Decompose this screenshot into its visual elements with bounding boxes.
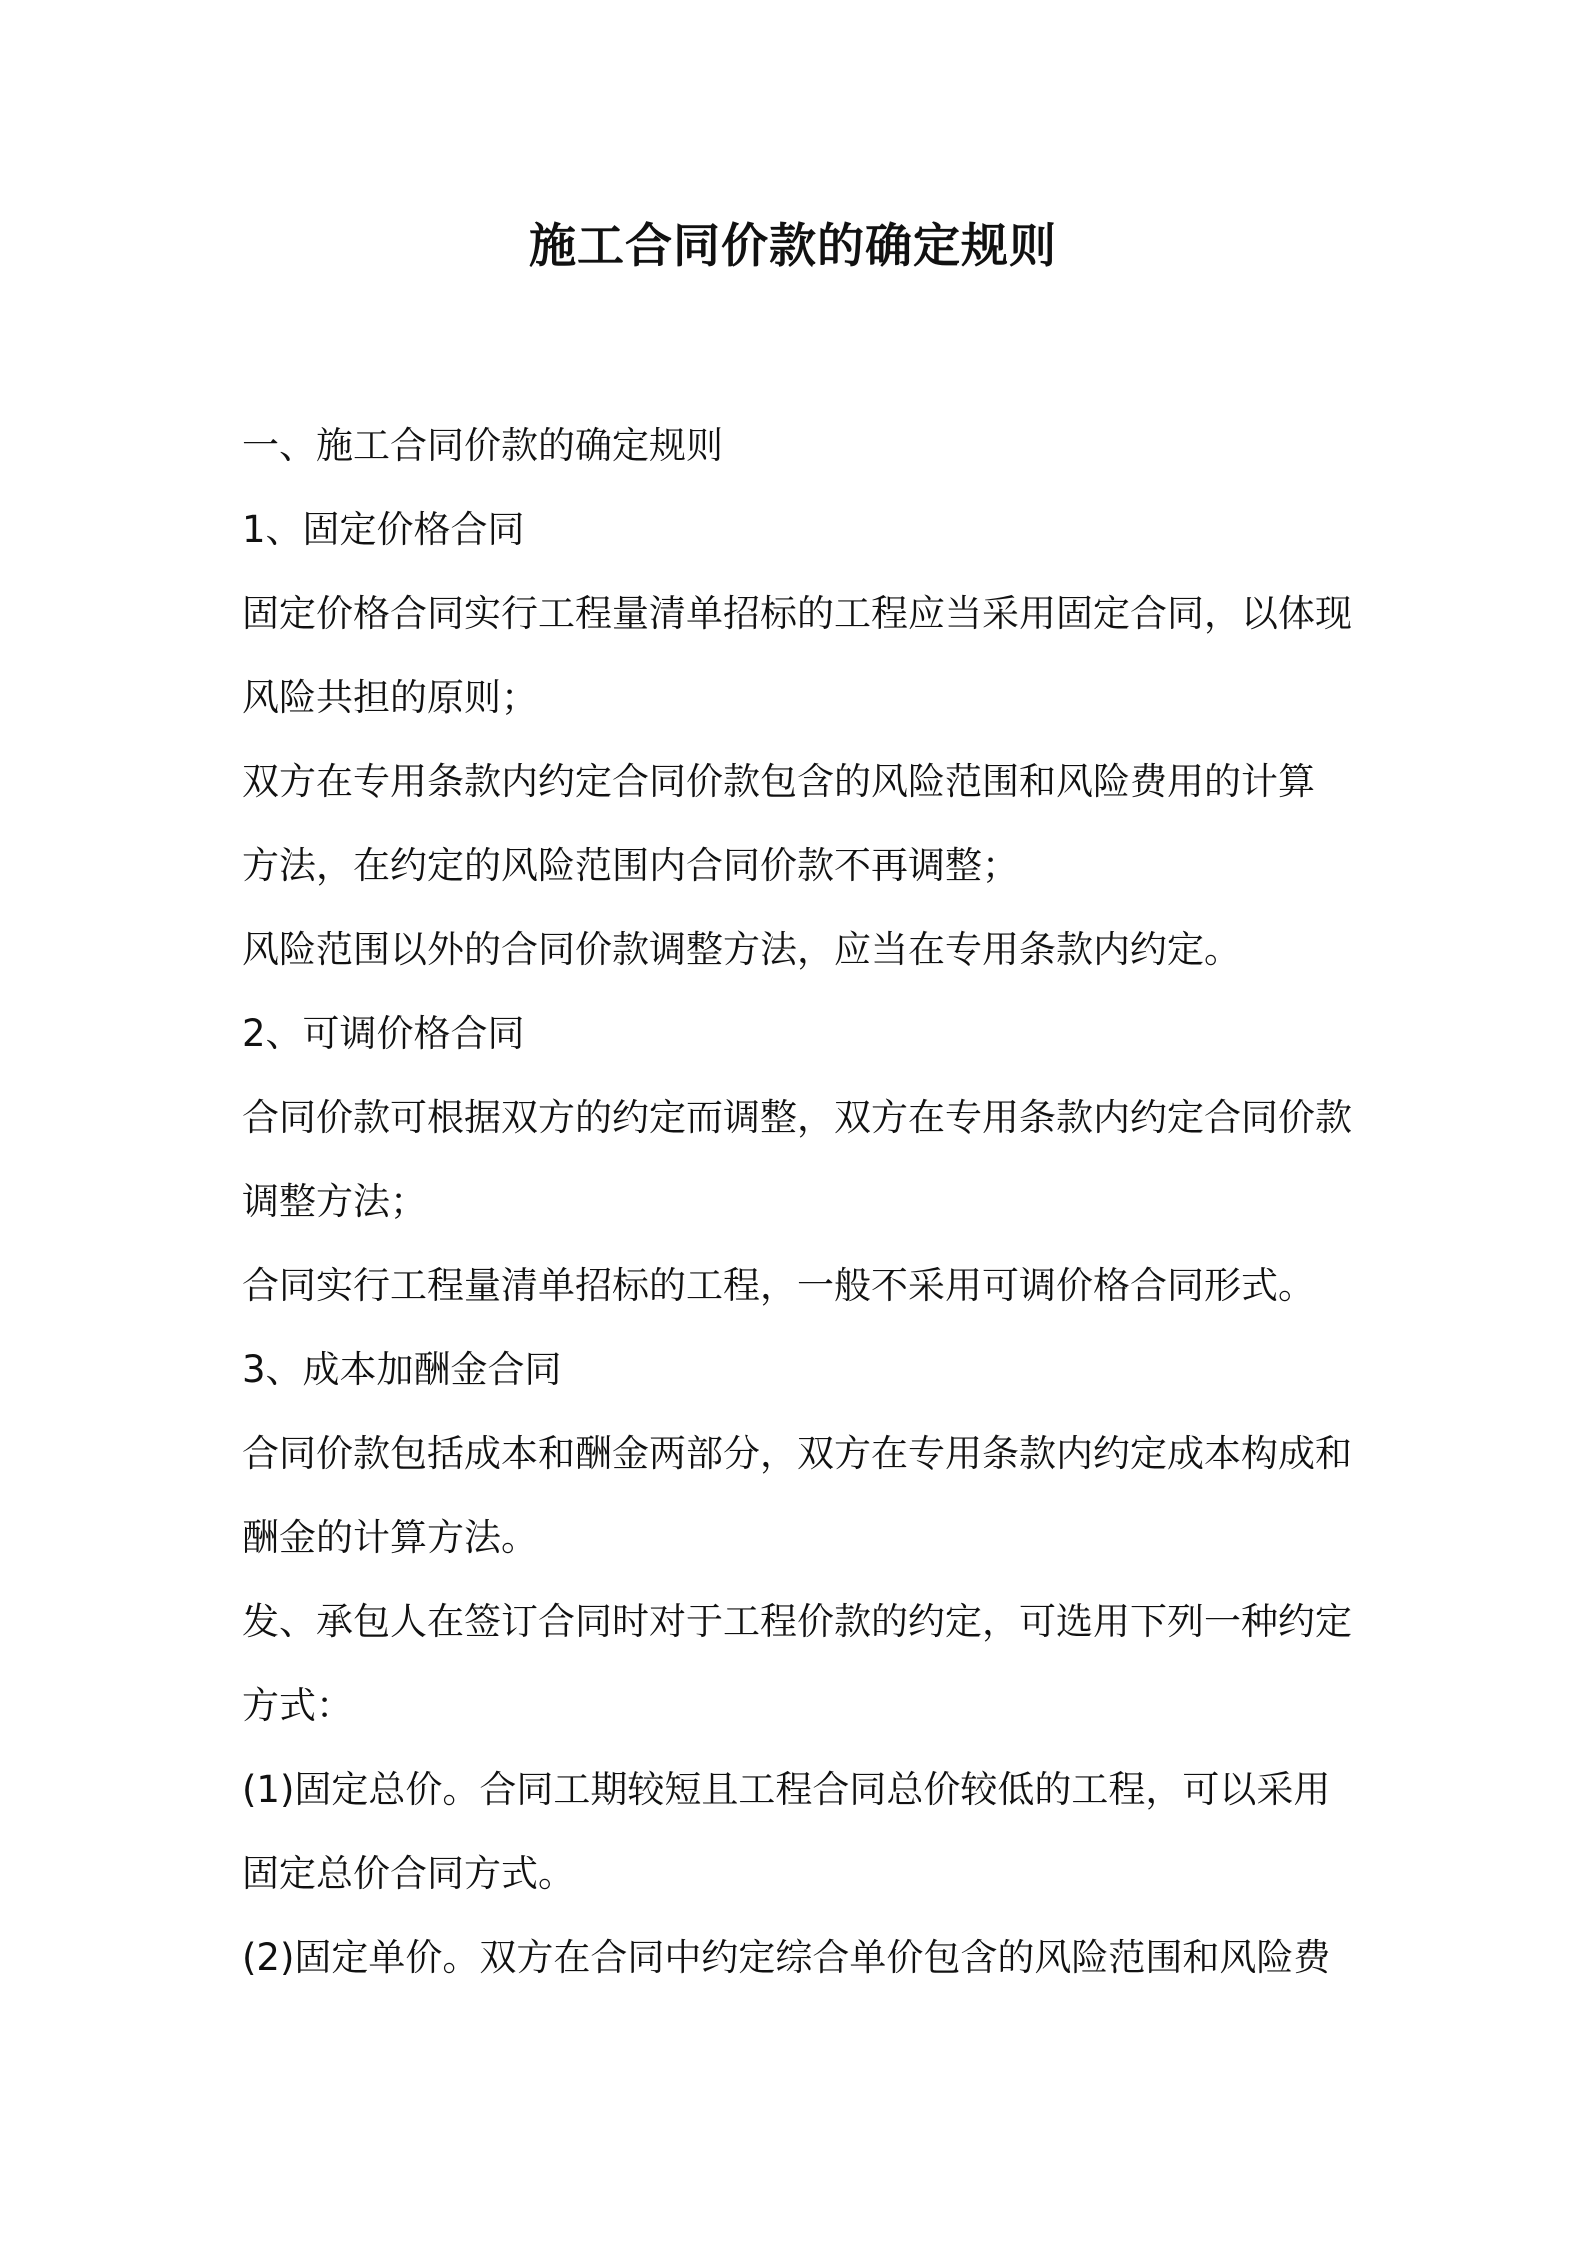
section-heading: 一、施工合同价款的确定规则 — [242, 424, 723, 467]
paragraph-line: 发、承包人在签订合同时对于工程价款的约定，可选用下列一种约定 — [242, 1600, 1352, 1643]
paragraph-line: 双方在专用条款内约定合同价款包含的风险范围和风险费用的计算 — [242, 760, 1315, 803]
paragraph-line: 酬金的计算方法。 — [242, 1516, 538, 1559]
paragraph-line: 合同价款可根据双方的约定而调整，双方在专用条款内约定合同价款 — [242, 1096, 1352, 1139]
subsection-heading: 3、成本加酬金合同 — [242, 1348, 562, 1391]
paragraph-line: 风险共担的原则； — [242, 676, 538, 719]
paragraph-line: 方法，在约定的风险范围内合同价款不再调整； — [242, 844, 1019, 887]
list-item-line: 固定总价合同方式。 — [242, 1852, 575, 1895]
subsection-heading: 1、固定价格合同 — [242, 508, 525, 551]
list-item-line: (2)固定单价。双方在合同中约定综合单价包含的风险范围和风险费 — [242, 1936, 1331, 1979]
document-body — [242, 404, 1362, 2000]
paragraph-line: 固定价格合同实行工程量清单招标的工程应当采用固定合同，以体现 — [242, 592, 1352, 635]
paragraph-line: 调整方法； — [242, 1180, 427, 1223]
paragraph-line: 风险范围以外的合同价款调整方法，应当在专用条款内约定。 — [242, 928, 1241, 971]
paragraph-line: 合同价款包括成本和酬金两部分，双方在专用条款内约定成本构成和 — [242, 1432, 1352, 1475]
subsection-heading: 2、可调价格合同 — [242, 1012, 525, 1055]
paragraph-line: 方式： — [242, 1684, 353, 1727]
document-title: 施工合同价款的确定规则 — [529, 219, 1057, 274]
list-item-line: (1)固定总价。合同工期较短且工程合同总价较低的工程，可以采用 — [242, 1768, 1331, 1811]
paragraph-line: 合同实行工程量清单招标的工程，一般不采用可调价格合同形式。 — [242, 1264, 1315, 1307]
